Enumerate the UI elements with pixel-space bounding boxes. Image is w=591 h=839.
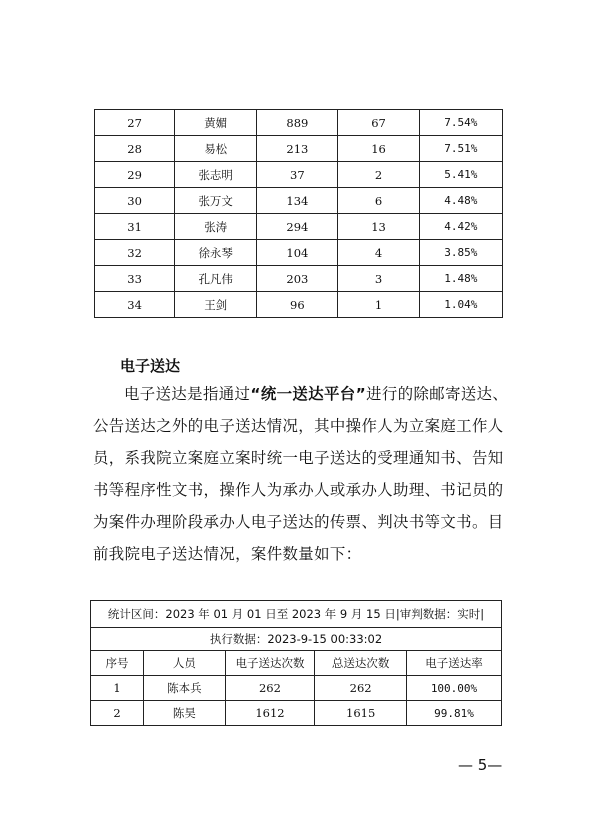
cell-total-count: 1615 bbox=[315, 701, 407, 726]
cell-rate: 99.81% bbox=[406, 701, 501, 726]
execution-data-time: 执行数据：2023-9-15 00:33:02 bbox=[91, 628, 502, 651]
cell-person: 陈昊 bbox=[144, 701, 226, 726]
cell-no: 1 bbox=[91, 676, 144, 701]
cell-electronic-count: 1612 bbox=[225, 701, 315, 726]
cell-no: 27 bbox=[95, 110, 175, 136]
column-header-rate: 电子送达率 bbox=[406, 651, 501, 676]
column-header-no: 序号 bbox=[91, 651, 144, 676]
table-row bbox=[95, 292, 503, 318]
table-row bbox=[95, 240, 503, 266]
table-info-row bbox=[91, 628, 502, 651]
cell-name: 徐永琴 bbox=[175, 240, 257, 266]
table-row bbox=[95, 214, 503, 240]
cell-no: 32 bbox=[95, 240, 175, 266]
cell-count: 67 bbox=[338, 110, 419, 136]
cell-count: 3 bbox=[338, 266, 419, 292]
cell-count: 2 bbox=[338, 162, 419, 188]
cell-no: 34 bbox=[95, 292, 175, 318]
cell-no: 28 bbox=[95, 136, 175, 162]
table-row bbox=[95, 110, 503, 136]
paragraph-bold-term: “统一送达平台” bbox=[250, 385, 367, 403]
cell-name: 张志明 bbox=[175, 162, 257, 188]
cell-rate: 3.85% bbox=[419, 240, 502, 266]
cell-no: 33 bbox=[95, 266, 175, 292]
cell-count: 6 bbox=[338, 188, 419, 214]
ranking-table bbox=[94, 109, 503, 318]
cell-person: 陈本兵 bbox=[144, 676, 226, 701]
cell-total: 134 bbox=[257, 188, 338, 214]
cell-rate: 1.04% bbox=[419, 292, 502, 318]
cell-no: 2 bbox=[91, 701, 144, 726]
electronic-delivery-table-body bbox=[91, 601, 502, 726]
section-heading: 电子送达 bbox=[120, 357, 181, 375]
paragraph-start: 电子送达是指通过 bbox=[124, 385, 251, 403]
cell-electronic-count: 262 bbox=[225, 676, 315, 701]
table-row bbox=[95, 136, 503, 162]
cell-count: 1 bbox=[338, 292, 419, 318]
cell-rate: 7.51% bbox=[419, 136, 502, 162]
ranking-table-body bbox=[95, 110, 503, 318]
table-info-row bbox=[91, 601, 502, 628]
cell-total: 104 bbox=[257, 240, 338, 266]
table-row bbox=[95, 266, 503, 292]
cell-rate: 100.00% bbox=[406, 676, 501, 701]
cell-rate: 7.54% bbox=[419, 110, 502, 136]
table-row bbox=[91, 676, 502, 701]
paragraph-rest: 进行的除邮寄送达、公告送达之外的电子送达情况，其中操作人为立案庭工作人员，系我院立案庭立案时统一电子送达的受理通知书、告知书等程序性文书，操作人为承办人或承办人助理、书记员的为案件办理阶段承办人电子送达的传票、判决书等文书。目前我院电子送达情况，案件数量如下： bbox=[93, 385, 509, 563]
cell-total: 889 bbox=[257, 110, 338, 136]
table-header-row bbox=[91, 651, 502, 676]
page-number: — 5— bbox=[458, 756, 503, 774]
table-row bbox=[95, 162, 503, 188]
cell-total: 37 bbox=[257, 162, 338, 188]
cell-count: 16 bbox=[338, 136, 419, 162]
cell-rate: 4.48% bbox=[419, 188, 502, 214]
cell-name: 易松 bbox=[175, 136, 257, 162]
cell-name: 孔凡伟 bbox=[175, 266, 257, 292]
cell-no: 29 bbox=[95, 162, 175, 188]
cell-total: 294 bbox=[257, 214, 338, 240]
section-paragraph bbox=[93, 378, 513, 570]
statistics-range: 统计区间：2023 年 01 月 01 日至 2023 年 9 月 15 日|审判数据：实时| bbox=[91, 601, 502, 628]
table-row bbox=[95, 188, 503, 214]
cell-total: 96 bbox=[257, 292, 338, 318]
cell-rate: 1.48% bbox=[419, 266, 502, 292]
column-header-total-count: 总送达次数 bbox=[315, 651, 407, 676]
cell-total: 213 bbox=[257, 136, 338, 162]
cell-name: 黄媚 bbox=[175, 110, 257, 136]
column-header-electronic-count: 电子送达次数 bbox=[225, 651, 315, 676]
cell-rate: 5.41% bbox=[419, 162, 502, 188]
cell-name: 张万文 bbox=[175, 188, 257, 214]
cell-total-count: 262 bbox=[315, 676, 407, 701]
electronic-delivery-table bbox=[90, 600, 502, 726]
cell-count: 13 bbox=[338, 214, 419, 240]
table-row bbox=[91, 701, 502, 726]
cell-rate: 4.42% bbox=[419, 214, 502, 240]
cell-name: 王剑 bbox=[175, 292, 257, 318]
cell-total: 203 bbox=[257, 266, 338, 292]
cell-no: 30 bbox=[95, 188, 175, 214]
cell-no: 31 bbox=[95, 214, 175, 240]
cell-count: 4 bbox=[338, 240, 419, 266]
column-header-person: 人员 bbox=[144, 651, 226, 676]
cell-name: 张涛 bbox=[175, 214, 257, 240]
